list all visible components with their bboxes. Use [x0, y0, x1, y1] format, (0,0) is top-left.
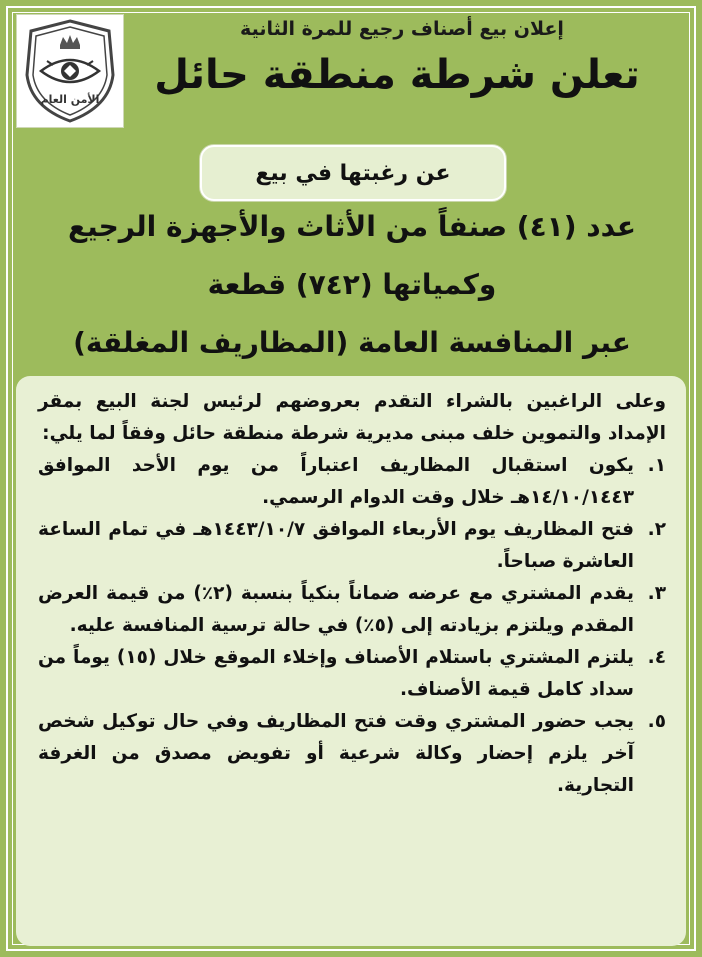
intent-banner [200, 145, 506, 201]
list-item [38, 706, 666, 802]
public-security-emblem-icon [17, 15, 123, 127]
headline-line-3: عبر المنافسة العامة (المظاريف المغلقة) [73, 326, 631, 359]
item-text: يلتزم المشتري باستلام الأصناف وإخلاء الموقع خلال (١٥) يوماً من سداد كامل قيمة الأصناف. [38, 647, 634, 700]
item-text: فتح المظاريف يوم الأربعاء الموافق ١٤٤٣/١٠/٧هـ في تمام الساعة العاشرة صباحاً. [38, 519, 634, 572]
headline-line-2: وكمياتها (٧٤٢) قطعة [207, 268, 497, 301]
list-item [38, 642, 666, 706]
page-title: تعلن شرطة منطقة حائل [154, 52, 640, 98]
item-number: ٢. [647, 519, 666, 540]
pre-title: إعلان بيع أصناف رجيع للمرة الثانية [240, 18, 564, 40]
item-text: يكون استقبال المظاريف اعتباراً من يوم الأحد الموافق ١٤/١٠/١٤٤٣هـ خلال وقت الدوام الرسمي. [38, 455, 634, 508]
public-security-logo [16, 14, 124, 128]
list-item [38, 514, 666, 578]
intent-text: عن رغبتها في بيع [255, 160, 451, 186]
terms-list [38, 450, 666, 802]
item-number: ٣. [647, 583, 666, 604]
terms-intro: وعلى الراغبين بالشراء التقدم بعروضهم لرئيس لجنة البيع بمقر الإمداد والتموين خلف مبنى مديرية شرطة منطقة حائل وفقاً لما يلي: [38, 391, 666, 444]
item-text: يقدم المشتري مع عرضه ضماناً بنكياً بنسبة (٢٪) من قيمة العرض المقدم ويلتزم بزيادته إلى (٥٪) في حالة ترسية المنافسة عليه. [38, 583, 634, 636]
terms-panel [16, 376, 686, 946]
logo-text: الأمن العام [40, 93, 100, 106]
item-number: ٥. [647, 711, 666, 732]
list-item [38, 450, 666, 514]
headline-line-1: عدد (٤١) صنفاً من الأثاث والأجهزة الرجيع [68, 210, 636, 243]
item-number: ١. [647, 455, 666, 476]
list-item [38, 578, 666, 642]
item-text: يجب حضور المشتري وقت فتح المظاريف وفي حال توكيل شخص آخر يلزم إحضار وكالة شرعية أو تفويض مصدق من الغرفة التجارية. [38, 711, 634, 796]
item-number: ٤. [647, 647, 666, 668]
